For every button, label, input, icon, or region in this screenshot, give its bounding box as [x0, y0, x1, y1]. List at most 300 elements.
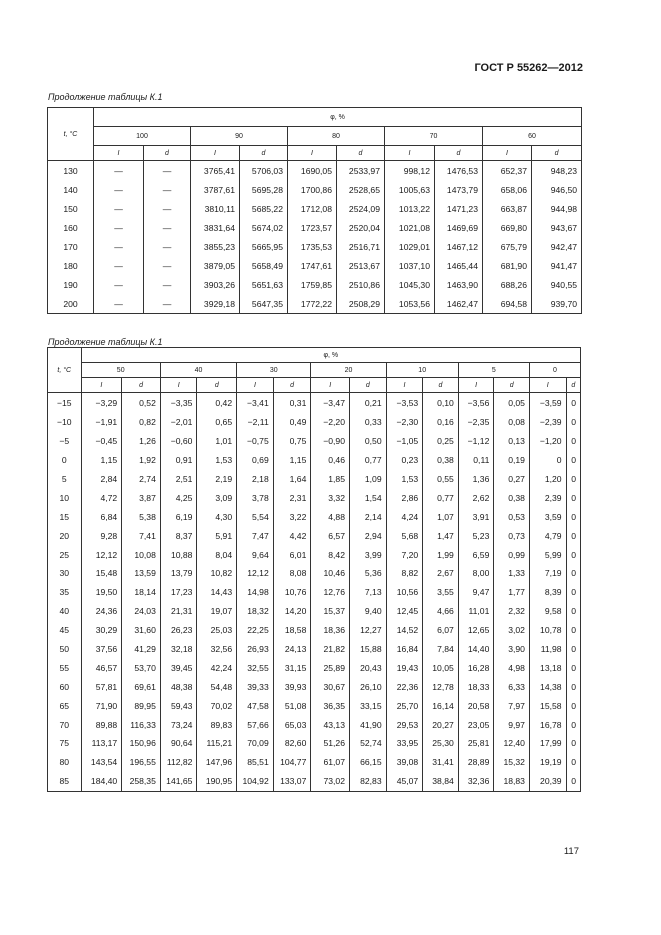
- table1: [47, 107, 582, 314]
- table-row: [48, 564, 581, 583]
- value-cell: 0,31: [273, 393, 311, 413]
- value-cell: 73,24: [160, 715, 197, 734]
- value-cell: 24,36: [81, 602, 122, 621]
- page-number: 117: [563, 846, 579, 857]
- value-cell: 1,47: [423, 526, 459, 545]
- value-cell: 942,47: [532, 238, 582, 257]
- value-cell: 1013,22: [385, 200, 435, 219]
- value-cell: 7,47: [237, 526, 274, 545]
- table-row: [48, 451, 581, 470]
- value-cell: 12,78: [423, 677, 459, 696]
- value-cell: 946,50: [532, 181, 582, 200]
- value-cell: 6,01: [273, 545, 311, 564]
- value-cell: 1476,53: [435, 161, 483, 181]
- value-cell: 33,95: [386, 734, 423, 753]
- value-cell: 9,47: [458, 583, 494, 602]
- enthalpy-subheader: I: [237, 378, 274, 393]
- value-cell: 104,92: [237, 772, 274, 791]
- value-cell: −2,01: [160, 413, 197, 432]
- value-cell: 89,83: [197, 715, 237, 734]
- value-cell: 6,59: [458, 545, 494, 564]
- value-cell: 10,08: [122, 545, 161, 564]
- value-cell: 12,45: [386, 602, 423, 621]
- value-cell: 0: [566, 677, 580, 696]
- table1-caption: Продолжение таблицы К.1: [48, 92, 163, 102]
- temperature-cell: 160: [48, 219, 94, 238]
- value-cell: —: [144, 181, 191, 200]
- value-cell: 26,23: [160, 621, 197, 640]
- value-cell: 15,32: [494, 753, 530, 772]
- value-cell: −3,56: [458, 393, 494, 413]
- value-cell: 7,13: [350, 583, 387, 602]
- temperature-cell: 0: [48, 451, 82, 470]
- value-cell: 19,43: [386, 658, 423, 677]
- table-row: [48, 583, 581, 602]
- value-cell: 52,74: [350, 734, 387, 753]
- value-cell: 1772,22: [288, 294, 337, 313]
- value-cell: —: [144, 200, 191, 219]
- value-cell: 19,50: [81, 583, 122, 602]
- temperature-cell: 75: [48, 734, 82, 753]
- value-cell: 0: [566, 696, 580, 715]
- value-cell: 2520,04: [337, 219, 385, 238]
- value-cell: 3,59: [529, 507, 566, 526]
- value-cell: 61,07: [311, 753, 350, 772]
- value-cell: 10,78: [529, 621, 566, 640]
- value-cell: —: [144, 238, 191, 257]
- value-cell: 0,19: [494, 451, 530, 470]
- value-cell: 19,07: [197, 602, 237, 621]
- enthalpy-subheader: I: [81, 378, 122, 393]
- value-cell: 10,76: [273, 583, 311, 602]
- enthalpy-subheader: I: [288, 146, 337, 161]
- value-cell: 4,72: [81, 488, 122, 507]
- value-cell: 8,39: [529, 583, 566, 602]
- value-cell: 3810,11: [191, 200, 240, 219]
- value-cell: 0,82: [122, 413, 161, 432]
- value-cell: 104,77: [273, 753, 311, 772]
- value-cell: 3,90: [494, 640, 530, 659]
- value-cell: 5647,35: [240, 294, 288, 313]
- value-cell: —: [144, 219, 191, 238]
- value-cell: −0,60: [160, 432, 197, 451]
- value-cell: 3,87: [122, 488, 161, 507]
- value-cell: 25,70: [386, 696, 423, 715]
- value-cell: 4,79: [529, 526, 566, 545]
- value-cell: 0: [566, 488, 580, 507]
- value-cell: 7,20: [386, 545, 423, 564]
- value-cell: −3,47: [311, 393, 350, 413]
- value-cell: 14,40: [458, 640, 494, 659]
- value-cell: 0,38: [423, 451, 459, 470]
- temperature-cell: 25: [48, 545, 82, 564]
- value-cell: 70,02: [197, 696, 237, 715]
- value-cell: 12,12: [237, 564, 274, 583]
- value-cell: 2,51: [160, 470, 197, 489]
- value-cell: —: [94, 294, 144, 313]
- value-cell: 2508,29: [337, 294, 385, 313]
- value-cell: 3879,05: [191, 256, 240, 275]
- value-cell: 33,15: [350, 696, 387, 715]
- value-cell: 0: [566, 545, 580, 564]
- value-cell: 3855,23: [191, 238, 240, 257]
- value-cell: 5651,63: [240, 275, 288, 294]
- value-cell: 3,91: [458, 507, 494, 526]
- value-cell: 4,24: [386, 507, 423, 526]
- table-row: [48, 526, 581, 545]
- value-cell: 5,99: [529, 545, 566, 564]
- value-cell: 3787,61: [191, 181, 240, 200]
- moisture-subheader: d: [197, 378, 237, 393]
- value-cell: 941,47: [532, 256, 582, 275]
- value-cell: −2,30: [386, 413, 423, 432]
- table-row: [48, 696, 581, 715]
- value-cell: 0: [566, 413, 580, 432]
- value-cell: 675,79: [483, 238, 532, 257]
- value-cell: 85,51: [237, 753, 274, 772]
- value-cell: 1,85: [311, 470, 350, 489]
- temperature-cell: 10: [48, 488, 82, 507]
- value-cell: 133,07: [273, 772, 311, 791]
- moisture-subheader: d: [532, 146, 582, 161]
- value-cell: 6,84: [81, 507, 122, 526]
- value-cell: 1723,57: [288, 219, 337, 238]
- value-cell: 4,42: [273, 526, 311, 545]
- enthalpy-subheader: I: [483, 146, 532, 161]
- value-cell: 2,74: [122, 470, 161, 489]
- table-row: [48, 488, 581, 507]
- value-cell: 53,70: [122, 658, 161, 677]
- value-cell: 0,69: [237, 451, 274, 470]
- value-cell: −1,05: [386, 432, 423, 451]
- value-cell: −0,45: [81, 432, 122, 451]
- enthalpy-subheader: I: [94, 146, 144, 161]
- value-cell: 13,59: [122, 564, 161, 583]
- value-cell: —: [94, 256, 144, 275]
- value-cell: 1,92: [122, 451, 161, 470]
- value-cell: 12,12: [81, 545, 122, 564]
- value-cell: —: [94, 219, 144, 238]
- value-cell: 20,43: [350, 658, 387, 677]
- value-cell: 1,15: [81, 451, 122, 470]
- temperature-cell: 70: [48, 715, 82, 734]
- value-cell: 36,35: [311, 696, 350, 715]
- value-cell: 31,41: [423, 753, 459, 772]
- value-cell: 0: [529, 451, 566, 470]
- value-cell: 15,88: [350, 640, 387, 659]
- value-cell: 5695,28: [240, 181, 288, 200]
- value-cell: 112,82: [160, 753, 197, 772]
- value-cell: 2,39: [529, 488, 566, 507]
- value-cell: 1465,44: [435, 256, 483, 275]
- value-cell: 31,60: [122, 621, 161, 640]
- value-cell: 1759,85: [288, 275, 337, 294]
- value-cell: 89,88: [81, 715, 122, 734]
- table-row: [48, 413, 581, 432]
- value-cell: 3,02: [494, 621, 530, 640]
- value-cell: 73,02: [311, 772, 350, 791]
- value-cell: 5,36: [350, 564, 387, 583]
- temperature-cell: 170: [48, 238, 94, 257]
- value-cell: 943,67: [532, 219, 582, 238]
- value-cell: 1,64: [273, 470, 311, 489]
- moisture-subheader: d: [435, 146, 483, 161]
- value-cell: 1471,23: [435, 200, 483, 219]
- value-cell: 0,42: [197, 393, 237, 413]
- value-cell: 1,99: [423, 545, 459, 564]
- value-cell: 8,00: [458, 564, 494, 583]
- table-row: [48, 393, 581, 413]
- value-cell: 0,52: [122, 393, 161, 413]
- value-cell: 14,43: [197, 583, 237, 602]
- value-cell: 4,25: [160, 488, 197, 507]
- value-cell: 13,79: [160, 564, 197, 583]
- value-cell: 1,33: [494, 564, 530, 583]
- value-cell: 30,67: [311, 677, 350, 696]
- value-cell: 658,06: [483, 181, 532, 200]
- value-cell: 196,55: [122, 753, 161, 772]
- value-cell: 17,23: [160, 583, 197, 602]
- table2-caption: Продолжение таблицы К.1: [48, 337, 163, 347]
- value-cell: 3,09: [197, 488, 237, 507]
- table-row: [48, 294, 582, 313]
- value-cell: 2510,86: [337, 275, 385, 294]
- value-cell: 8,08: [273, 564, 311, 583]
- moisture-subheader: d: [337, 146, 385, 161]
- value-cell: 0: [566, 470, 580, 489]
- enthalpy-subheader: I: [160, 378, 197, 393]
- value-cell: 41,90: [350, 715, 387, 734]
- value-cell: 3,99: [350, 545, 387, 564]
- value-cell: 39,93: [273, 677, 311, 696]
- value-cell: —: [94, 181, 144, 200]
- value-cell: 6,07: [423, 621, 459, 640]
- value-cell: 2,19: [197, 470, 237, 489]
- value-cell: 0,77: [350, 451, 387, 470]
- value-cell: 10,82: [197, 564, 237, 583]
- temperature-cell: 15: [48, 507, 82, 526]
- value-cell: 0: [566, 507, 580, 526]
- temperature-cell: 85: [48, 772, 82, 791]
- temperature-cell: 150: [48, 200, 94, 219]
- value-cell: 6,19: [160, 507, 197, 526]
- value-cell: 22,36: [386, 677, 423, 696]
- value-cell: 16,84: [386, 640, 423, 659]
- value-cell: 944,98: [532, 200, 582, 219]
- temperature-cell: −15: [48, 393, 82, 413]
- moisture-subheader: d: [350, 378, 387, 393]
- value-cell: 4,98: [494, 658, 530, 677]
- value-cell: 39,33: [237, 677, 274, 696]
- table-row: [48, 507, 581, 526]
- value-cell: 1,26: [122, 432, 161, 451]
- value-cell: 1,53: [386, 470, 423, 489]
- value-cell: 2528,65: [337, 181, 385, 200]
- value-cell: 20,27: [423, 715, 459, 734]
- value-cell: 12,76: [311, 583, 350, 602]
- temperature-header: t, °C: [48, 348, 82, 393]
- value-cell: 694,58: [483, 294, 532, 313]
- value-cell: −3,59: [529, 393, 566, 413]
- value-cell: 3,22: [273, 507, 311, 526]
- value-cell: 1029,01: [385, 238, 435, 257]
- value-cell: 1473,79: [435, 181, 483, 200]
- value-cell: 82,60: [273, 734, 311, 753]
- value-cell: 1,77: [494, 583, 530, 602]
- value-cell: 21,31: [160, 602, 197, 621]
- value-cell: 6,57: [311, 526, 350, 545]
- value-cell: 681,90: [483, 256, 532, 275]
- value-cell: 57,81: [81, 677, 122, 696]
- value-cell: 16,14: [423, 696, 459, 715]
- value-cell: 2533,97: [337, 161, 385, 181]
- value-cell: 12,27: [350, 621, 387, 640]
- moisture-subheader: d: [423, 378, 459, 393]
- value-cell: 28,89: [458, 753, 494, 772]
- value-cell: 1,01: [197, 432, 237, 451]
- value-cell: −1,91: [81, 413, 122, 432]
- value-cell: 1021,08: [385, 219, 435, 238]
- value-cell: 22,25: [237, 621, 274, 640]
- value-cell: 0,05: [494, 393, 530, 413]
- table-row: [48, 200, 582, 219]
- value-cell: 59,43: [160, 696, 197, 715]
- value-cell: 14,38: [529, 677, 566, 696]
- temperature-cell: 180: [48, 256, 94, 275]
- value-cell: 12,40: [494, 734, 530, 753]
- value-cell: 82,83: [350, 772, 387, 791]
- table-row: [48, 470, 581, 489]
- humidity-header: φ, %: [81, 348, 580, 363]
- value-cell: 2,67: [423, 564, 459, 583]
- value-cell: 9,28: [81, 526, 122, 545]
- value-cell: 9,40: [350, 602, 387, 621]
- value-cell: 14,52: [386, 621, 423, 640]
- value-cell: 20,58: [458, 696, 494, 715]
- value-cell: 0: [566, 451, 580, 470]
- value-cell: 42,24: [197, 658, 237, 677]
- value-cell: 2,62: [458, 488, 494, 507]
- value-cell: 3,78: [237, 488, 274, 507]
- value-cell: 663,87: [483, 200, 532, 219]
- value-cell: 2,32: [494, 602, 530, 621]
- value-cell: 8,42: [311, 545, 350, 564]
- temperature-cell: 35: [48, 583, 82, 602]
- value-cell: 10,46: [311, 564, 350, 583]
- value-cell: −2,35: [458, 413, 494, 432]
- value-cell: —: [144, 161, 191, 181]
- value-cell: 4,30: [197, 507, 237, 526]
- value-cell: 45,07: [386, 772, 423, 791]
- temperature-cell: 55: [48, 658, 82, 677]
- value-cell: 18,33: [458, 677, 494, 696]
- enthalpy-subheader: I: [311, 378, 350, 393]
- value-cell: 89,95: [122, 696, 161, 715]
- value-cell: 46,57: [81, 658, 122, 677]
- value-cell: 0,10: [423, 393, 459, 413]
- temperature-cell: 80: [48, 753, 82, 772]
- value-cell: 0: [566, 640, 580, 659]
- value-cell: 1690,05: [288, 161, 337, 181]
- value-cell: 1469,69: [435, 219, 483, 238]
- value-cell: 1053,56: [385, 294, 435, 313]
- value-cell: 23,05: [458, 715, 494, 734]
- value-cell: —: [144, 256, 191, 275]
- value-cell: 3,55: [423, 583, 459, 602]
- value-cell: 7,41: [122, 526, 161, 545]
- value-cell: −0,75: [237, 432, 274, 451]
- temperature-cell: 190: [48, 275, 94, 294]
- value-cell: 1,20: [529, 470, 566, 489]
- value-cell: 0,13: [494, 432, 530, 451]
- value-cell: 8,82: [386, 564, 423, 583]
- value-cell: 21,82: [311, 640, 350, 659]
- value-cell: 18,32: [237, 602, 274, 621]
- enthalpy-subheader: I: [529, 378, 566, 393]
- humidity-header: φ, %: [94, 108, 582, 127]
- table-row: [48, 161, 582, 181]
- value-cell: 0,99: [494, 545, 530, 564]
- value-cell: 652,37: [483, 161, 532, 181]
- table-row: [48, 677, 581, 696]
- humidity-group-header: 5: [458, 363, 529, 378]
- value-cell: 190,95: [197, 772, 237, 791]
- table-row: [48, 772, 581, 791]
- value-cell: 13,18: [529, 658, 566, 677]
- value-cell: 0: [566, 432, 580, 451]
- value-cell: 47,58: [237, 696, 274, 715]
- table-row: [48, 734, 581, 753]
- value-cell: 11,98: [529, 640, 566, 659]
- value-cell: 0,73: [494, 526, 530, 545]
- value-cell: 15,37: [311, 602, 350, 621]
- value-cell: 48,38: [160, 677, 197, 696]
- value-cell: −3,41: [237, 393, 274, 413]
- value-cell: 150,96: [122, 734, 161, 753]
- value-cell: 2516,71: [337, 238, 385, 257]
- humidity-group-header: 60: [483, 127, 582, 146]
- value-cell: 10,56: [386, 583, 423, 602]
- value-cell: 998,12: [385, 161, 435, 181]
- value-cell: 113,17: [81, 734, 122, 753]
- value-cell: −2,11: [237, 413, 274, 432]
- value-cell: 11,01: [458, 602, 494, 621]
- value-cell: 3,32: [311, 488, 350, 507]
- value-cell: 26,93: [237, 640, 274, 659]
- value-cell: 2,18: [237, 470, 274, 489]
- value-cell: 2524,09: [337, 200, 385, 219]
- value-cell: 90,64: [160, 734, 197, 753]
- value-cell: 3903,26: [191, 275, 240, 294]
- value-cell: 9,64: [237, 545, 274, 564]
- temperature-cell: 40: [48, 602, 82, 621]
- value-cell: −2,39: [529, 413, 566, 432]
- value-cell: 0,25: [423, 432, 459, 451]
- table-row: [48, 256, 582, 275]
- document-code: ГОСТ Р 55262—2012: [474, 62, 583, 74]
- humidity-group-header: 0: [529, 363, 580, 378]
- enthalpy-subheader: I: [386, 378, 423, 393]
- value-cell: 5,38: [122, 507, 161, 526]
- value-cell: 0,75: [273, 432, 311, 451]
- table2: [47, 347, 581, 792]
- value-cell: 25,03: [197, 621, 237, 640]
- humidity-group-header: 70: [385, 127, 483, 146]
- value-cell: 2,84: [81, 470, 122, 489]
- value-cell: 32,18: [160, 640, 197, 659]
- table-row: [48, 432, 581, 451]
- value-cell: −1,20: [529, 432, 566, 451]
